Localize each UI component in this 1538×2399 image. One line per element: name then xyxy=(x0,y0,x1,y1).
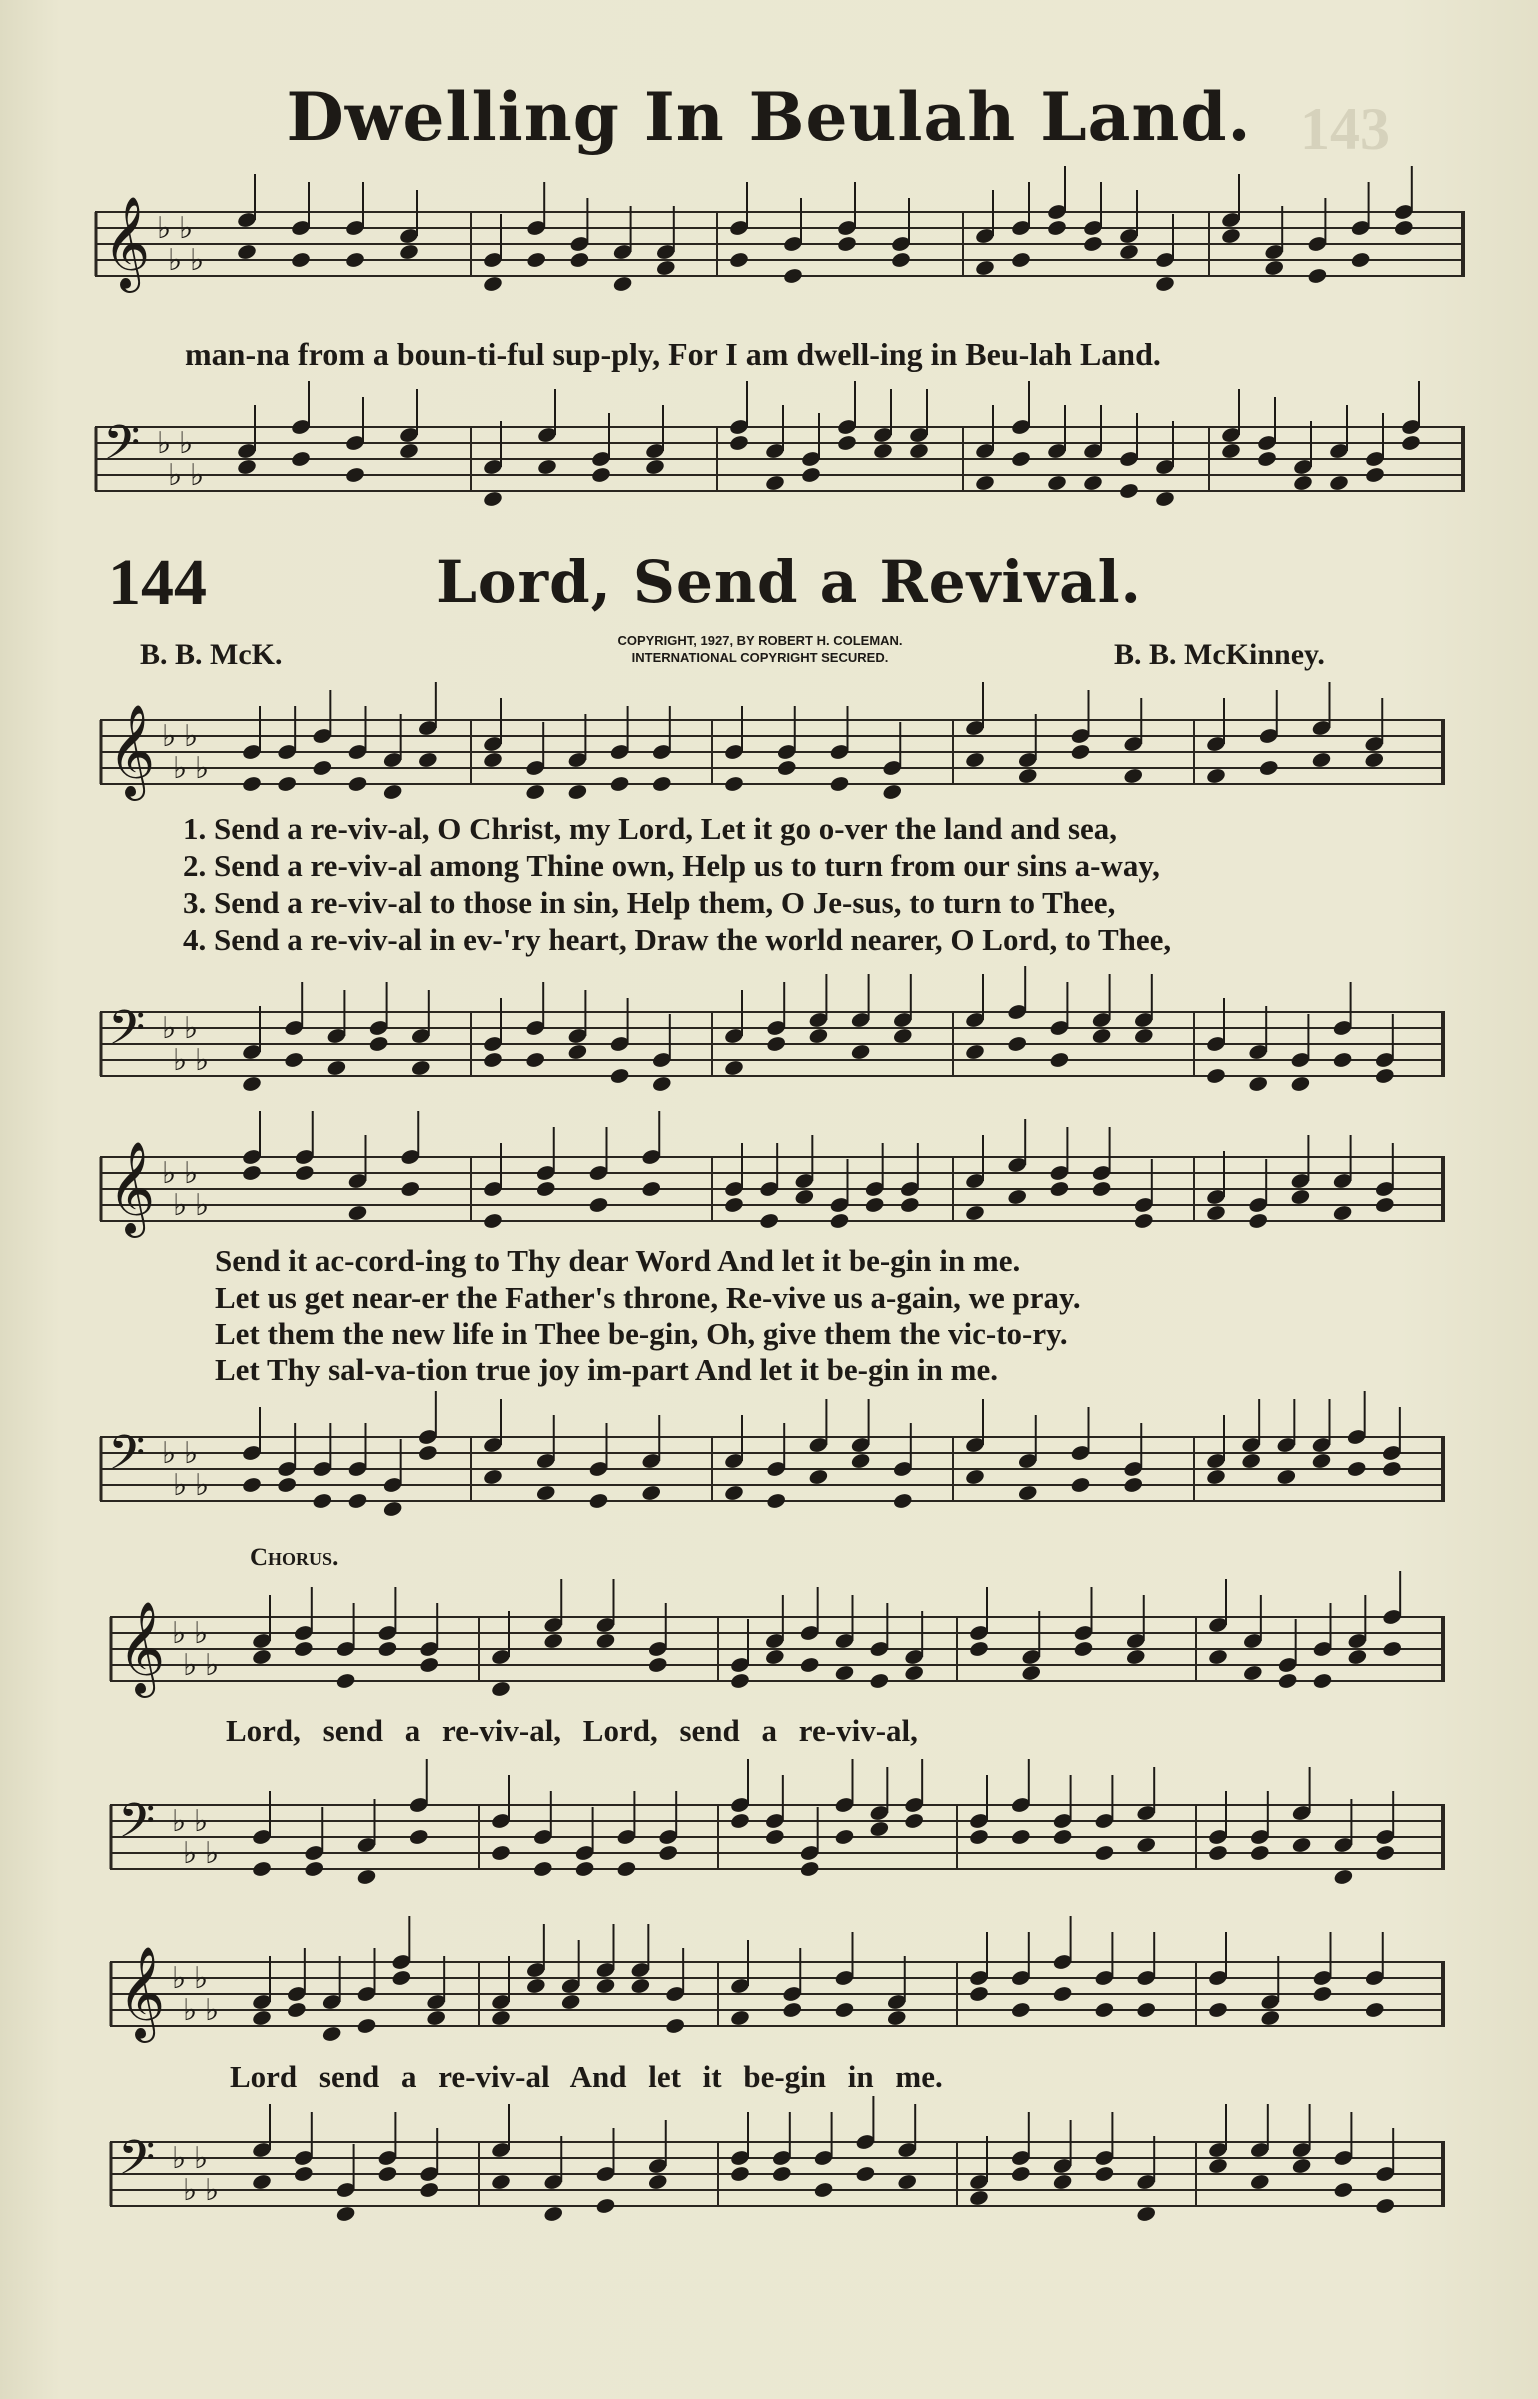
svg-text:♭: ♭ xyxy=(183,1993,198,2028)
svg-text:♭: ♭ xyxy=(195,1468,210,1503)
chorus-label: Chorus. xyxy=(250,1544,339,1571)
chorus-line1: Lord, send a re-viv-al, Lord, send a re-viv-al, xyxy=(226,1713,918,1748)
copyright-line-2: INTERNATIONAL COPYRIGHT SECURED. xyxy=(631,650,889,665)
verse4-line1: 4. Send a re-viv-al in ev-'ry heart, Draw the world nearer, O Lord, to Thee, xyxy=(183,922,1172,957)
svg-text:♭: ♭ xyxy=(179,211,194,246)
system1-bass-staff xyxy=(100,990,1445,1100)
svg-text:♭: ♭ xyxy=(184,1436,199,1471)
prev-treble-staff xyxy=(95,190,1465,300)
svg-text:𝄞: 𝄞 xyxy=(108,1140,156,1234)
svg-text:♭: ♭ xyxy=(172,1961,187,1996)
svg-text:♭: ♭ xyxy=(184,1011,199,1046)
prev-hymn-title: Dwelling In Beulah Land. xyxy=(286,78,1252,156)
verse2-line1: 2. Send a re-viv-al among Thine own, Help us to turn from our sins a-way, xyxy=(183,848,1160,883)
chorus-line2: Lord send a re-viv-al And let it be-gin in me. xyxy=(230,2059,943,2094)
svg-text:♭: ♭ xyxy=(172,1616,187,1651)
system1-treble-staff xyxy=(100,698,1445,808)
svg-text:𝄞: 𝄞 xyxy=(108,703,156,797)
svg-text:♭: ♭ xyxy=(173,1043,188,1078)
svg-text:♭: ♭ xyxy=(162,1436,177,1471)
verse1-line1: 1. Send a re-viv-al, O Christ, my Lord, Let it go o-ver the land and sea, xyxy=(183,811,1118,846)
svg-text:♭: ♭ xyxy=(168,243,183,278)
hymn-title: Lord, Send a Revival. xyxy=(436,548,1142,616)
hymn-number: 144 xyxy=(108,546,207,619)
svg-text:♭: ♭ xyxy=(184,719,199,754)
svg-text:♭: ♭ xyxy=(190,458,205,493)
verse4-line2: Let Thy sal-va-tion true joy im-part And let it be-gin in me. xyxy=(215,1352,999,1387)
copyright-line-1: COPYRIGHT, 1927, BY ROBERT H. COLEMAN. xyxy=(617,633,903,648)
svg-text:𝄞: 𝄞 xyxy=(103,195,151,289)
music-by: B. B. McKinney. xyxy=(1114,638,1325,671)
svg-text:𝄢: 𝄢 xyxy=(108,1424,146,1493)
svg-text:♭: ♭ xyxy=(194,2141,209,2176)
svg-text:♭: ♭ xyxy=(173,751,188,786)
prev-bass-staff xyxy=(95,405,1465,515)
svg-text:♭: ♭ xyxy=(179,426,194,461)
svg-text:♭: ♭ xyxy=(194,1616,209,1651)
svg-text:♭: ♭ xyxy=(195,751,210,786)
svg-text:♭: ♭ xyxy=(162,719,177,754)
copyright-notice xyxy=(520,632,1000,666)
svg-text:♭: ♭ xyxy=(183,1836,198,1871)
verse3-line1: 3. Send a re-viv-al to those in sin, Help them, O Je-sus, to turn to Thee, xyxy=(183,885,1116,920)
svg-text:♭: ♭ xyxy=(205,1836,220,1871)
svg-text:𝄢: 𝄢 xyxy=(118,1792,156,1861)
svg-text:♭: ♭ xyxy=(205,1648,220,1683)
svg-text:♭: ♭ xyxy=(184,1156,199,1191)
svg-text:♭: ♭ xyxy=(162,1156,177,1191)
system2-treble-staff xyxy=(100,1135,1445,1245)
verse1-line2: Send it ac-cord-ing to Thy dear Word And let it be-gin in me. xyxy=(215,1243,1021,1278)
svg-text:𝄞: 𝄞 xyxy=(118,1600,166,1694)
svg-text:♭: ♭ xyxy=(195,1043,210,1078)
svg-text:♭: ♭ xyxy=(172,1804,187,1839)
svg-text:𝄢: 𝄢 xyxy=(103,414,141,483)
system2-bass-staff xyxy=(100,1415,1445,1525)
svg-text:♭: ♭ xyxy=(205,1993,220,2028)
svg-text:♭: ♭ xyxy=(173,1468,188,1503)
svg-text:♭: ♭ xyxy=(157,426,172,461)
svg-text:♭: ♭ xyxy=(173,1188,188,1223)
svg-text:♭: ♭ xyxy=(194,1961,209,1996)
system4-treble-staff xyxy=(110,1940,1445,2050)
svg-text:♭: ♭ xyxy=(194,1804,209,1839)
system3-treble-staff xyxy=(110,1595,1445,1705)
svg-text:♭: ♭ xyxy=(190,243,205,278)
svg-text:♭: ♭ xyxy=(172,2141,187,2176)
svg-text:♭: ♭ xyxy=(183,1648,198,1683)
svg-text:♭: ♭ xyxy=(183,2173,198,2208)
prev-hymn-lyric: man-na from a boun-ti-ful sup-ply, For I am dwell-ing in Beu-lah Land. xyxy=(185,336,1161,372)
svg-text:♭: ♭ xyxy=(168,458,183,493)
svg-text:𝄢: 𝄢 xyxy=(108,999,146,1068)
verse3-line2: Let them the new life in Thee be-gin, Oh, give them the vic-to-ry. xyxy=(215,1316,1068,1351)
svg-text:𝄢: 𝄢 xyxy=(118,2129,156,2198)
words-by: B. B. McK. xyxy=(140,638,283,671)
verse2-line2: Let us get near-er the Father's throne, Re-vive us a-gain, we pray. xyxy=(215,1280,1081,1315)
bleed-through-number: 143 xyxy=(1300,96,1390,162)
svg-text:♭: ♭ xyxy=(195,1188,210,1223)
svg-text:♭: ♭ xyxy=(157,211,172,246)
svg-text:♭: ♭ xyxy=(162,1011,177,1046)
svg-text:𝄞: 𝄞 xyxy=(118,1945,166,2039)
svg-text:♭: ♭ xyxy=(205,2173,220,2208)
system3-bass-staff xyxy=(110,1783,1445,1893)
system4-bass-staff xyxy=(110,2120,1445,2230)
